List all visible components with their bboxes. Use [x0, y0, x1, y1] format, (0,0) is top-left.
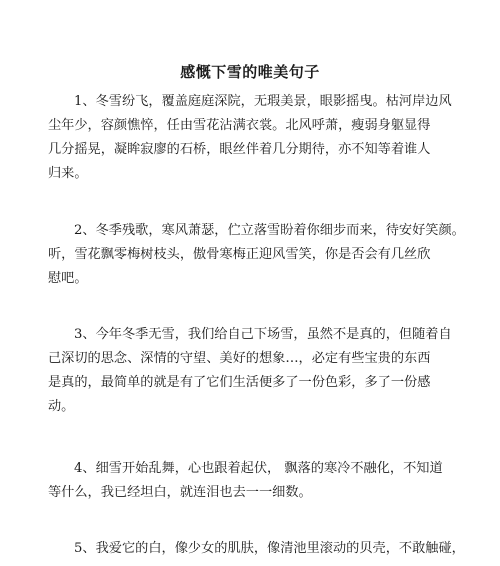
paragraph-3 [48, 323, 452, 419]
paragraph-line: 听，雪花飘零梅树枝头，傲骨寒梅正迎风雪笑，你是否会有几丝欣 [48, 247, 431, 262]
paragraph-line: 1、冬雪纷飞，覆盖庭庭深院，无瑕美景，眼影摇曳。枯河岸边风 [74, 94, 452, 109]
paragraph-line: 2、冬季残歌，寒风萧瑟，伫立落雪盼着你细步而来，待安好笑颜。 [74, 223, 465, 238]
paragraph-line: 慰吧。 [48, 271, 88, 286]
document-title: 感慨下雪的唯美句子 [180, 63, 320, 81]
paragraph-line: 尘年少，容颜憔悴，任由雪花沾满衣裳。北风呼萧，瘦弱身躯显得 [48, 118, 431, 133]
paragraph-line: 3、今年冬季无雪，我们给自己下场雪，虽然不是真的，但随着自 [74, 327, 452, 342]
paragraph-line: 动。 [48, 399, 75, 414]
paragraph-line: 4、细雪开始乱舞，心也跟着起伏， 飘落的寒冷不融化，不知道 [74, 461, 443, 476]
paragraph-4 [48, 457, 448, 505]
paragraph-2 [48, 219, 465, 291]
paragraph-5 [48, 537, 465, 561]
paragraph-line: 己深切的思念、深情的守望、美好的想象…，必定有些宝贵的东西 [48, 351, 431, 366]
paragraph-line: 5、我爱它的白，像少女的肌肤，像清池里滚动的贝壳，不敢触碰， [74, 541, 465, 556]
paragraph-1 [48, 90, 452, 186]
paragraph-line: 几分摇晃，凝眸寂廖的石桥，眼丝伴着几分期待，亦不知等着谁人 [48, 142, 431, 157]
paragraph-line: 归来。 [48, 166, 88, 181]
paragraph-line: 是真的，最简单的就是有了它们生活便多了一份色彩，多了一份感 [48, 375, 431, 390]
paragraph-line: 等什么，我已经坦白，就连泪也去一一细数。 [48, 485, 312, 500]
